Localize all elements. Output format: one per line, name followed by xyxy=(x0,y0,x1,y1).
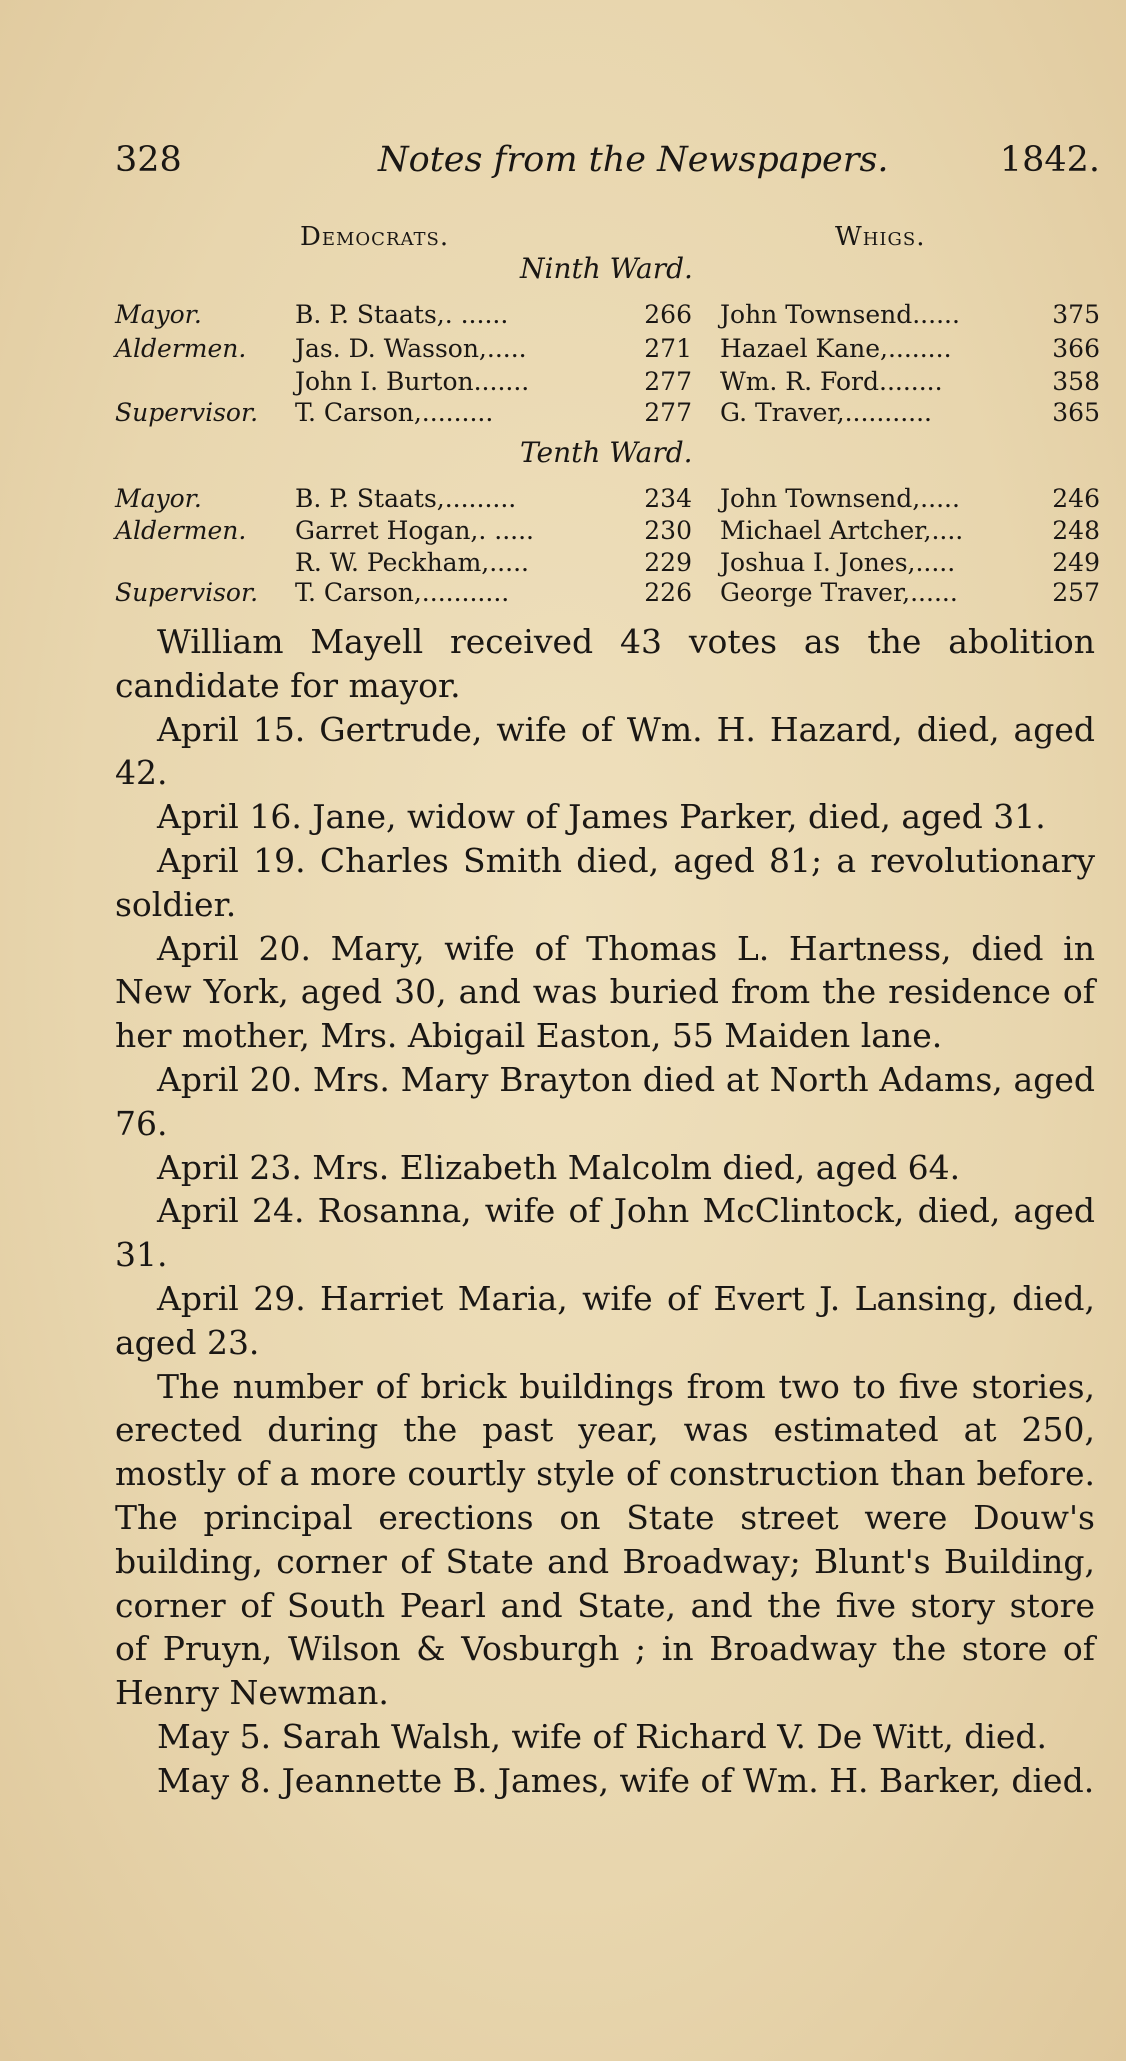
democrat-candidate: B. P. Staats,......... xyxy=(295,484,517,513)
vote-row xyxy=(115,578,1100,614)
office-label: Aldermen. xyxy=(115,516,247,545)
office-label: Mayor. xyxy=(115,484,202,513)
democrat-votes: 229 xyxy=(644,548,692,577)
whig-candidate: John Townsend...... xyxy=(720,300,960,329)
democrat-votes: 226 xyxy=(644,578,692,607)
whig-candidate: G. Traver,........... xyxy=(720,398,932,427)
whig-candidate: John Townsend,..... xyxy=(720,484,960,513)
paragraph: May 5. Sarah Walsh, wife of Richard V. De Witt, died. xyxy=(157,1716,1048,1756)
democrat-candidate: B. P. Staats,. ...... xyxy=(295,300,509,329)
vote-row xyxy=(115,398,1100,434)
office-label: Supervisor. xyxy=(115,398,259,427)
paragraph: April 16. Jane, widow of James Parker, died, aged 31. xyxy=(157,797,1046,837)
paragraph: April 23. Mrs. Elizabeth Malcolm died, aged 64. xyxy=(157,1147,961,1187)
democrat-candidate: T. Carson,......... xyxy=(295,398,494,427)
office-label: Supervisor. xyxy=(115,578,259,607)
office-label: Mayor. xyxy=(115,300,202,329)
whig-votes: 375 xyxy=(1052,300,1100,329)
whig-votes: 257 xyxy=(1052,578,1100,607)
whig-votes: 366 xyxy=(1052,334,1100,363)
paragraph: April 15. Gertrude, wife of Wm. H. Hazard, died, aged 42. xyxy=(115,709,1095,793)
paragraph: April 19. Charles Smith died, aged 81; a revolutionary soldier. xyxy=(115,840,1095,924)
paragraph: William Mayell received 43 votes as the abolition candidate for mayor. xyxy=(115,622,1095,705)
democrat-candidate: R. W. Peckham,..... xyxy=(295,548,529,577)
democrat-candidate: John I. Burton....... xyxy=(295,367,530,396)
paragraph: The number of brick buildings from two to five stories, erected during the past year, was estimated at 250, mostly of a more courtly style of construction than before. The principal erections on State street were Douw's building, corner of State and Broadway; Blunt's Building, corner of South Pearl and State, and the five story store of Pruyn, Wilson & Vosburgh ; in Broadway the store of Henry Newman. xyxy=(115,1366,1095,1713)
democrat-candidate: Garret Hogan,. ..... xyxy=(295,516,535,545)
page-number: 328 xyxy=(115,140,182,180)
whig-candidate: Joshua I. Jones,..... xyxy=(720,548,956,577)
vote-row xyxy=(115,484,1100,520)
democrat-votes: 271 xyxy=(644,334,692,363)
whig-votes: 246 xyxy=(1052,484,1100,513)
democrat-votes: 277 xyxy=(644,367,692,396)
party-heading-whigs: Whigs. xyxy=(835,222,926,252)
running-header xyxy=(115,140,1100,200)
democrat-candidate: T. Carson,........... xyxy=(295,578,510,607)
body-text xyxy=(115,620,1095,1803)
democrat-votes: 277 xyxy=(644,398,692,427)
whig-candidate: Hazael Kane,........ xyxy=(720,334,952,363)
whig-candidate: George Traver,...... xyxy=(720,578,958,607)
office-label: Aldermen. xyxy=(115,334,247,363)
whig-candidate: Wm. R. Ford........ xyxy=(720,367,943,396)
paragraph: April 20. Mrs. Mary Brayton died at North Adams, aged 76. xyxy=(115,1059,1095,1143)
paragraph: April 24. Rosanna, wife of John McClintock, died, aged 31. xyxy=(115,1191,1095,1275)
democrat-candidate: Jas. D. Wasson,..... xyxy=(295,334,527,363)
running-title: Notes from the Newspapers. xyxy=(378,140,889,180)
header-year: 1842. xyxy=(999,140,1100,180)
democrat-votes: 234 xyxy=(644,484,692,513)
democrat-votes: 230 xyxy=(644,516,692,545)
democrat-votes: 266 xyxy=(644,300,692,329)
paragraph: May 8. Jeannette B. James, wife of Wm. H. Barker, died. xyxy=(157,1760,1095,1800)
paragraph: April 20. Mary, wife of Thomas L. Hartness, died in New York, aged 30, and was buried from the residence of her mother, Mrs. Abigail Easton, 55 Maiden lane. xyxy=(115,928,1095,1056)
whig-candidate: Michael Artcher,.... xyxy=(720,516,964,545)
vote-row xyxy=(115,516,1100,552)
whig-votes: 358 xyxy=(1052,367,1100,396)
party-heading-democrats: Democrats. xyxy=(300,222,450,252)
ward-heading-tenth: Tenth Ward. xyxy=(520,436,693,469)
vote-row xyxy=(115,334,1100,370)
whig-votes: 365 xyxy=(1052,398,1100,427)
whig-votes: 248 xyxy=(1052,516,1100,545)
vote-row xyxy=(115,300,1100,336)
whig-votes: 249 xyxy=(1052,548,1100,577)
ward-heading-ninth: Ninth Ward. xyxy=(520,252,693,285)
paragraph: April 29. Harriet Maria, wife of Evert J. Lansing, died, aged 23. xyxy=(115,1278,1095,1362)
